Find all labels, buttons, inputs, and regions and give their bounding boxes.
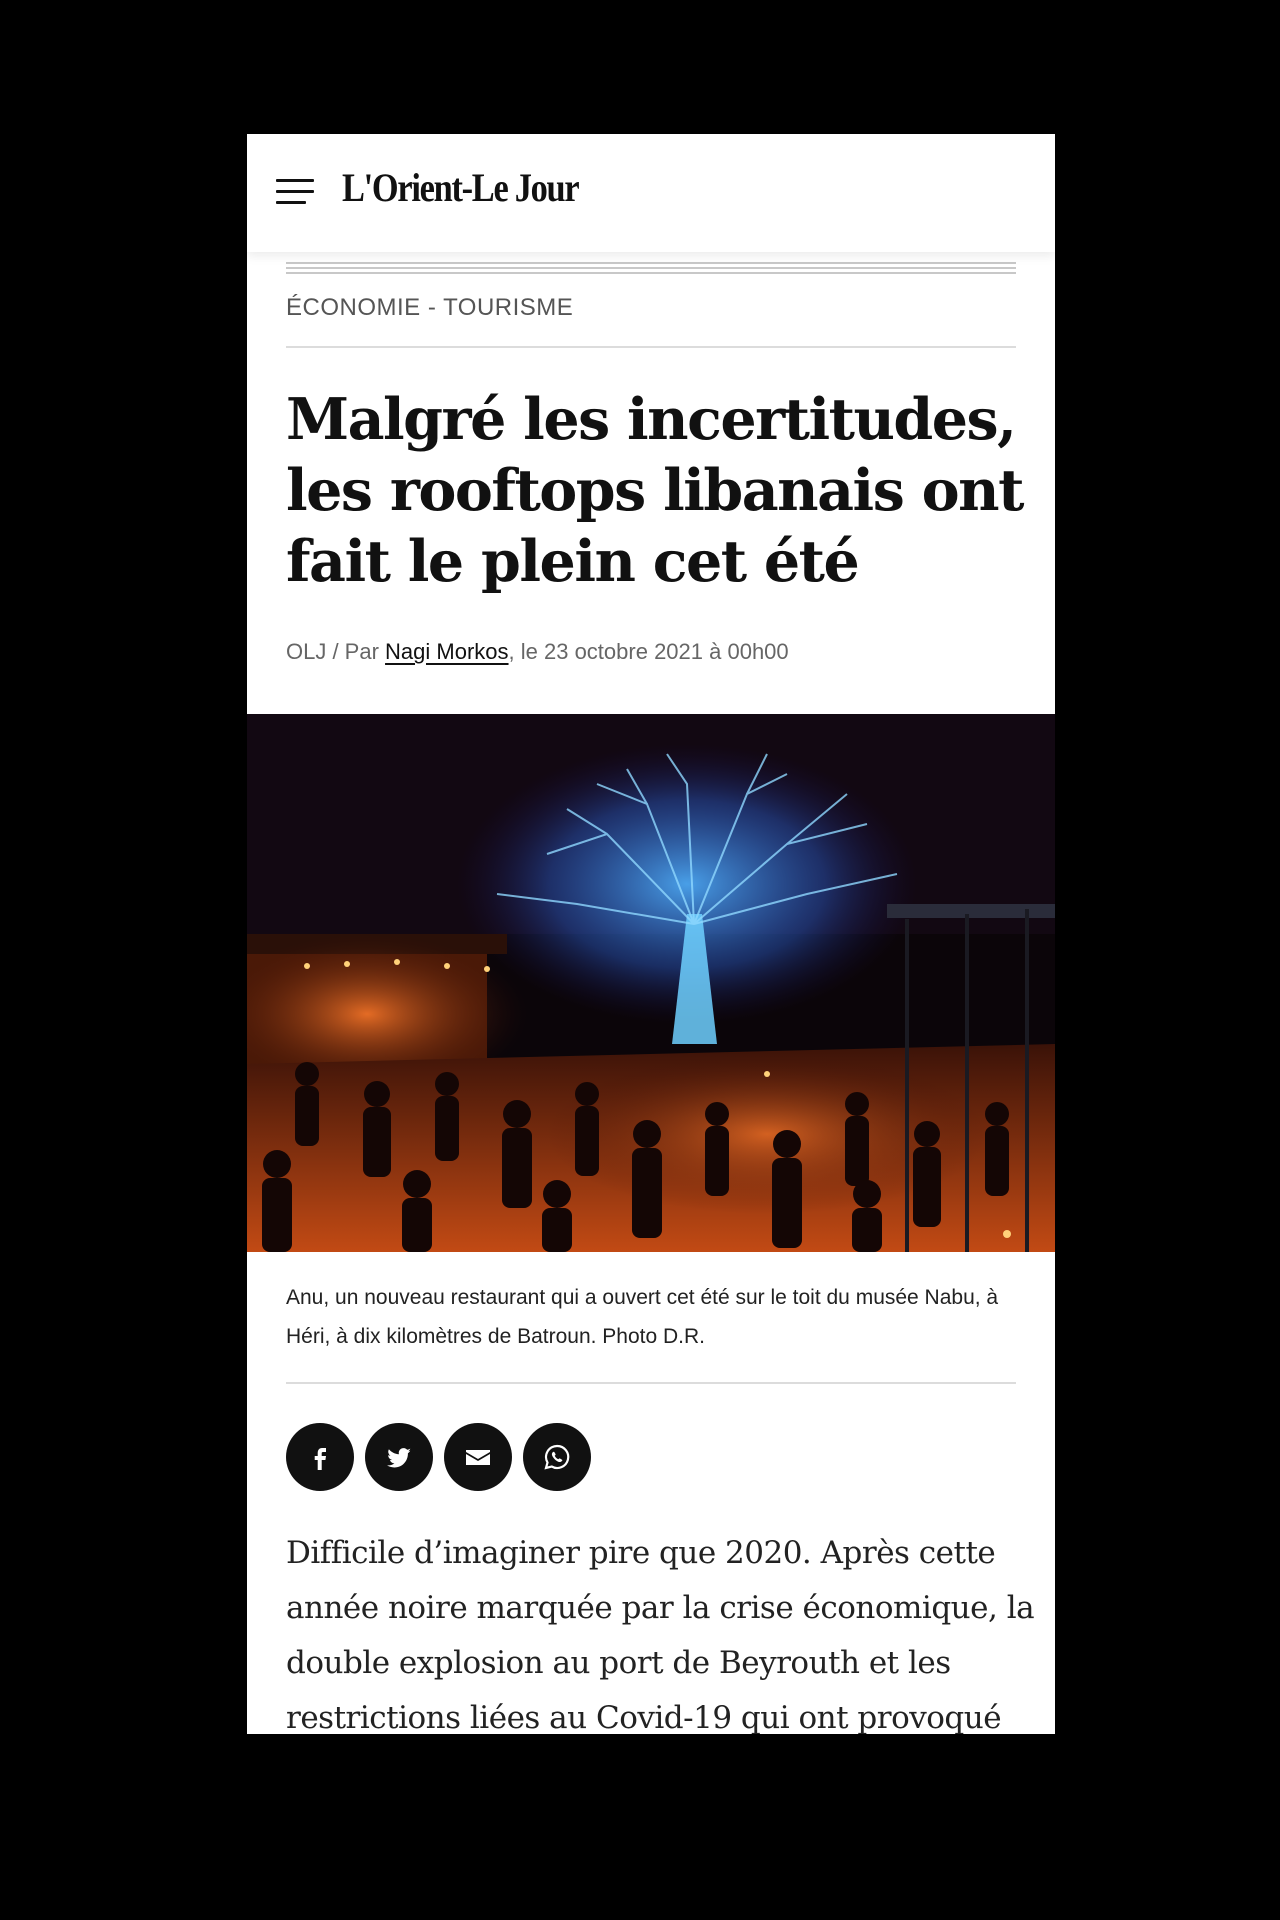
facebook-icon [305,1442,335,1472]
author-link[interactable]: Nagi Morkos [385,639,509,664]
header-divider-lines [286,262,1016,274]
article-body: Difficile d’imaginer pire que 2020. Après cette année noire marquée par la crise économique, la double explosion au port de Beyrouth et les restrictions liées au Covid-19 qui ont provoqué [286,1535,1035,1734]
twitter-icon [384,1442,414,1472]
article-byline [286,639,789,665]
article-page [247,134,1055,1734]
share-whatsapp-button[interactable] [523,1423,591,1491]
site-header [247,134,1055,252]
byline-date: , le 23 octobre 2021 à 00h00 [508,639,789,664]
byline-source: OLJ / Par [286,639,379,664]
share-twitter-button[interactable] [365,1423,433,1491]
email-icon [463,1442,493,1472]
whatsapp-icon [542,1442,572,1472]
photo-caption: Anu, un nouveau restaurant qui a ouvert cet été sur le toit du musée Nabu, à Héri, à dix kilomètres de Batroun. Photo D.R. [286,1286,999,1348]
article-photo[interactable] [247,714,1055,1252]
article-title: Malgré les incertitudes, les rooftops libanais ont fait le plein cet été [286,386,1023,595]
share-facebook-button[interactable] [286,1423,354,1491]
article-category[interactable]: ÉCONOMIE - TOURISME [286,294,574,321]
rooftop-night-photo [247,714,1055,1252]
category-divider [286,346,1016,348]
share-email-button[interactable] [444,1423,512,1491]
hamburger-menu-icon[interactable] [276,179,314,205]
site-logo[interactable]: L'Orient-Le Jour [342,165,579,210]
caption-divider [286,1382,1016,1384]
